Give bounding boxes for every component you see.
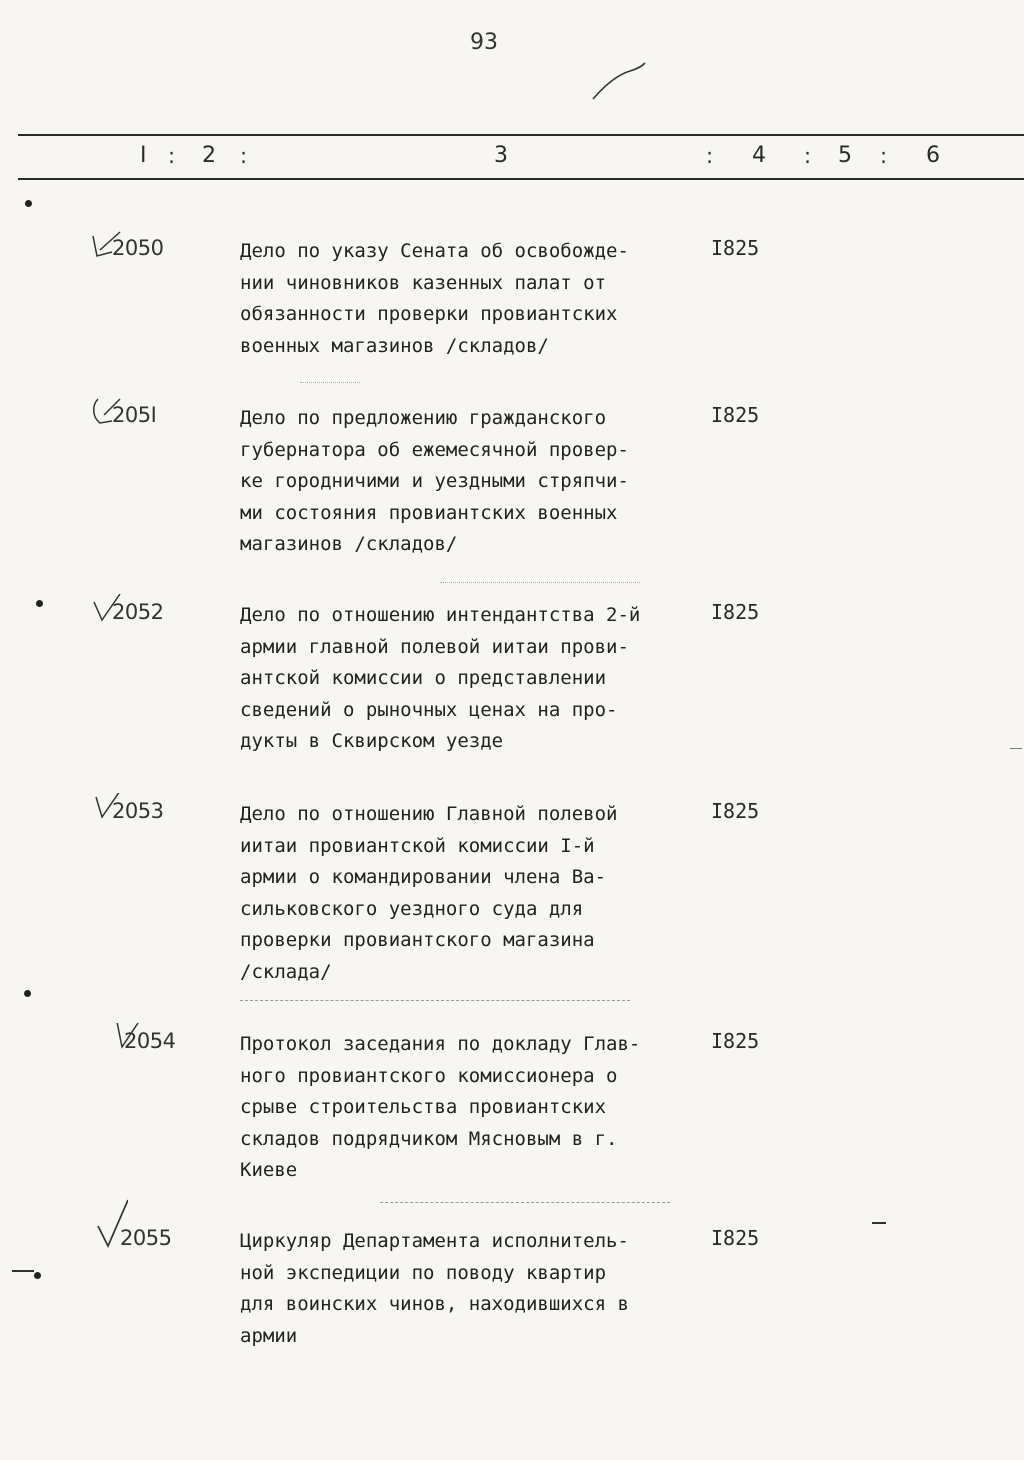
column-separator: : [240, 144, 248, 168]
scan-speck [12, 1270, 34, 1272]
column-label-1: I [140, 143, 147, 168]
entry-year: I825 [711, 1029, 760, 1053]
column-label-3: 3 [494, 143, 508, 168]
scan-speck [440, 582, 640, 584]
column-separator: : [706, 144, 714, 168]
entry-year: I825 [711, 1226, 760, 1250]
page-number: 93 [470, 30, 498, 55]
scan-speck [872, 1222, 886, 1224]
entry-number: 2055 [120, 1226, 172, 1250]
column-label-2: 2 [202, 143, 216, 168]
entry-year: I825 [711, 403, 760, 427]
scan-speck [36, 600, 43, 607]
column-label-6: 6 [926, 143, 940, 168]
signature-mark-icon [585, 55, 655, 105]
scan-speck [1010, 748, 1022, 749]
entry-year: I825 [711, 236, 760, 260]
entry-number: 2053 [112, 799, 164, 823]
scan-speck [24, 990, 31, 997]
scan-speck [34, 1272, 41, 1279]
column-separator: : [168, 144, 176, 168]
scan-speck [300, 382, 360, 384]
entry-number: 2050 [112, 236, 164, 260]
entry-description: Дело по отношению Главной полевой иитаи провиантской комиссии I-й армии о командировании члена Ва- сильковского уездного суда для проверки провиантского магазина /склада/ [240, 803, 618, 983]
scan-speck [25, 200, 32, 207]
entry-number: 2052 [112, 600, 164, 624]
column-separator: : [804, 144, 812, 168]
entry-description: Протокол заседания по докладу Глав- ного провиантского комиссионера о срыве строительства провиантских складов подрядчиком Мясновым в г. Киеве [240, 1033, 641, 1181]
header-bottom-rule [18, 178, 1024, 180]
column-label-5: 5 [838, 143, 852, 168]
entry-year: I825 [711, 600, 760, 624]
entry-description: Циркуляр Департамента исполнитель- ной экспедиции по поводу квартир для воинских чинов, находившихся в армии [240, 1230, 629, 1347]
column-label-4: 4 [752, 143, 766, 168]
scan-speck [240, 1000, 630, 1002]
entry-description: Дело по указу Сената об освобожде- нии чиновников казенных палат от обязанности проверки провиантских военных магазинов /складов/ [240, 240, 629, 357]
entry-number: 205I [112, 403, 157, 427]
scan-speck [380, 1202, 670, 1204]
entry-description: Дело по предложению гражданского губернатора об ежемесячной провер- ке городничими и уездными стряпчи- ми состояния провиантских военных магазинов /складов/ [240, 407, 629, 555]
entry-number: 2054 [124, 1029, 176, 1053]
entry-year: I825 [711, 799, 760, 823]
header-top-rule [18, 134, 1024, 136]
entry-description: Дело по отношению интендантства 2-й армии главной полевой иитаи прови- антской комиссии о представлении сведений о рыночных ценах на про- дукты в Сквирском уезде [240, 604, 641, 752]
column-separator: : [880, 144, 888, 168]
